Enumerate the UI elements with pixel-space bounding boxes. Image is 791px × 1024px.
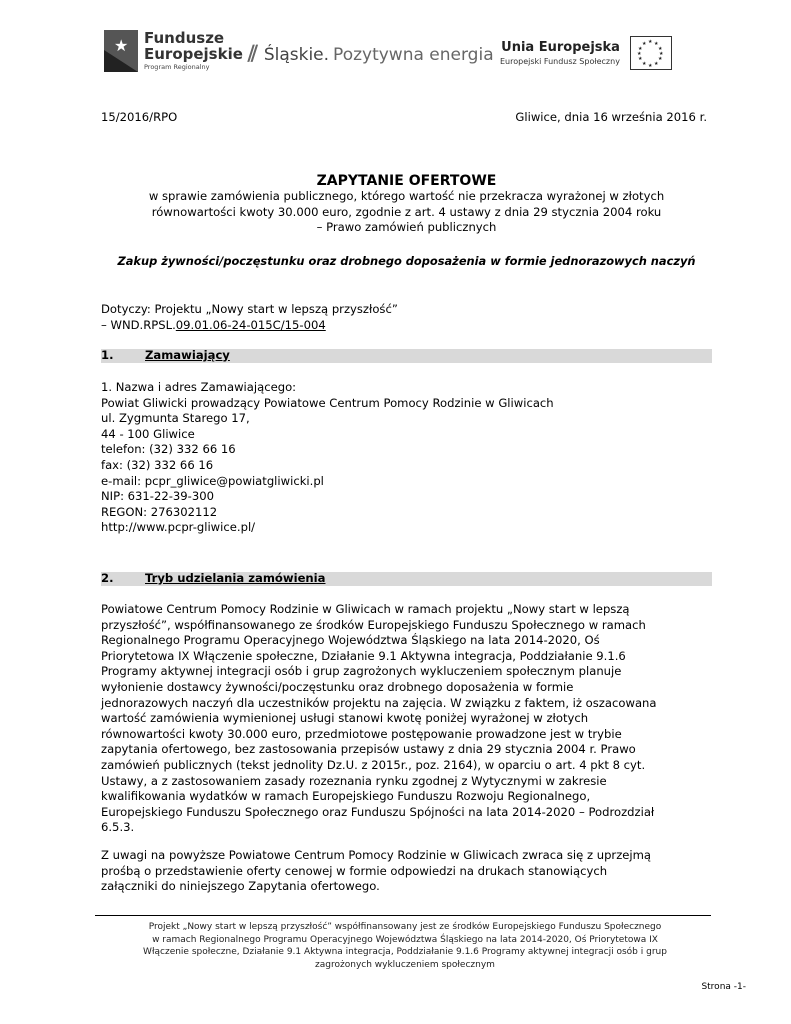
section-2-paragraph-1: [101, 602, 709, 836]
paragraph-line: Z uwagi na powyższe Powiatowe Centrum Pomocy Rodzinie w Gliwicach zwraca się z uprzejmą: [101, 848, 652, 862]
paragraph-line: Programy aktywnej integracji osób i grup zagrożonych wykluczeniem społecznym planuje: [101, 664, 622, 679]
project-code: 09.01.06-24-015C/15-004: [175, 317, 326, 332]
section-2-header: [101, 572, 712, 586]
section-2-title: Tryb udzielania zamówienia: [145, 571, 326, 585]
paragraph-line: zapytania ofertowego, bez zastosowania przepisów ustawy z dnia 29 stycznia 2004 r. Prawo: [101, 742, 636, 757]
paragraph-line: Regionalnego Programu Operacyjnego Województwa Śląskiego na lata 2014-2020, Oś: [101, 633, 600, 648]
subtitle-line: w sprawie zamówienia publicznego, którego wartość nie przekracza wyrażonej w złotych: [148, 189, 665, 203]
footer-divider: [95, 915, 711, 916]
paragraph-line: załączniki do niniejszego Zapytania ofertowego.: [101, 879, 380, 894]
concerns-block: [101, 302, 398, 333]
document-subtitle: [101, 189, 712, 236]
concerns-prefix: – WND.RPSL.: [101, 317, 176, 332]
footer-line: zagrożonych wykluczeniem społecznym: [315, 959, 495, 970]
section-1-title: Zamawiający: [145, 348, 230, 362]
paragraph-line: Ustawy, a z zastosowaniem zasady rozeznania rynku zgodnej z Wytycznymi w zakresie: [101, 773, 607, 788]
contact-line: NIP: 631-22-39-300: [101, 489, 214, 504]
paragraph-line: zamówień publicznych (tekst jednolity Dz.U. z 2015r., poz. 2164), w oparciu o art. 4 pkt 8 cyt.: [101, 757, 646, 772]
eu-logo-line2: Europejski Fundusz Społeczny: [500, 57, 620, 66]
eu-logo: [500, 36, 672, 70]
paragraph-line: równowartości kwoty 30.000 euro, przedmiotowe postępowanie prowadzone jest w trybie: [101, 726, 622, 741]
slaskie-slogan: Pozytywna energia: [333, 44, 494, 65]
paragraph-line: Priorytetowa IX Włączenie społeczne, Działanie 9.1 Aktywna integracja, Poddziałanie 9.1.6: [101, 648, 626, 663]
contact-line: telefon: (32) 332 66 16: [101, 442, 236, 457]
contact-line: Powiat Gliwicki prowadzący Powiatowe Centrum Pomocy Rodzinie w Gliwicach: [101, 395, 554, 410]
paragraph-line: wartość zamówienia wymienionej usługi stanowi kwotę poniżej wyrażonej w złotych: [101, 711, 589, 726]
footer-line: Włączenie społeczne, Działanie 9.1 Aktywna integracja, Poddziałanie 9.1.6 Programy aktywnej integracji osób i grup: [143, 947, 667, 958]
paragraph-line: kwalifikowania wydatków w ramach Europejskiego Funduszu Rozwoju Regionalnego,: [101, 789, 591, 804]
paragraph-line: prośbą o przedstawienie oferty cenowej w formie odpowiedzi na drukach stanowiących: [101, 863, 608, 878]
contact-line: ul. Zygmunta Starego 17,: [101, 411, 250, 426]
fe-logo-line2: Europejskie: [144, 45, 243, 63]
page-number: Strona -1-: [701, 982, 746, 992]
email-link[interactable]: e-mail: pcpr_gliwice@powiatgliwicki.pl: [101, 473, 324, 488]
concerns-line1: Dotyczy: Projektu „Nowy start w lepszą przyszłość”: [101, 302, 398, 316]
contact-line: REGON: 276302112: [101, 504, 218, 519]
slaskie-name: Śląskie.: [263, 44, 330, 65]
subtitle-line: równowartości kwoty 30.000 euro, zgodnie z art. 4 ustawy z dnia 29 stycznia 2004 roku: [151, 204, 662, 219]
fe-flag-icon: ★: [104, 30, 138, 72]
paragraph-line: jednorazowych naczyń dla uczestników projektu na zajęcia. W związku z faktem, iż oszacowana: [101, 695, 657, 710]
subtitle-line: – Prawo zamówień publicznych: [316, 220, 497, 235]
slaskie-logo: [248, 42, 494, 67]
section-2-paragraph-2: [101, 848, 709, 895]
eu-flag-icon: ★ ★ ★ ★ ★ ★ ★ ★ ★ ★ ★ ★: [630, 36, 672, 70]
paragraph-line: 6.5.3.: [101, 820, 135, 835]
place-date: Gliwice, dnia 16 września 2016 r.: [515, 110, 707, 124]
order-subject: Zakup żywności/poczęstunku oraz drobnego doposażenia w formie jednorazowych naczyń: [117, 254, 696, 268]
contact-line: 44 - 100 Gliwice: [101, 426, 195, 441]
footer-line: w ramach Regionalnego Programu Operacyjnego Województwa Śląskiego na lata 2014-2020, Oś Priorytetowa IX: [152, 934, 658, 945]
section-2-number: 2.: [101, 571, 114, 585]
footer-line: Projekt „Nowy start w lepszą przyszłość” współfinansowany jest ze środków Europejskiego Funduszu Społecznego: [148, 922, 662, 932]
paragraph-line: przyszłość”, współfinansowanego ze środków Europejskiego Funduszu Społecznego w ramach: [101, 617, 646, 632]
eu-logo-line1: Unia Europejska: [501, 40, 620, 55]
contact-line: fax: (32) 332 66 16: [101, 457, 214, 472]
footer-text: [60, 921, 750, 971]
contact-line: 1. Nazwa i adres Zamawiającego:: [101, 380, 297, 394]
fe-logo-line1: Fundusze: [144, 29, 225, 47]
paragraph-line: wyłonienie dostawcy żywności/poczęstunku oraz drobnego doposażenia w formie: [101, 679, 574, 694]
reference-number: 15/2016/RPO: [101, 110, 178, 124]
section-1-header: [101, 349, 712, 363]
section-1-content: [101, 380, 554, 536]
document-title: ZAPYTANIE OFERTOWE: [316, 173, 497, 189]
section-1-number: 1.: [101, 348, 114, 362]
slaskie-mark-icon: ⫽: [248, 42, 258, 67]
website-link[interactable]: http://www.pcpr-gliwice.pl/: [101, 520, 256, 535]
paragraph-line: Europejskiego Funduszu Społecznego oraz Funduszu Spójności na lata 2014-2020 – Podrozdział: [101, 804, 655, 819]
fundusze-europejskie-logo: [104, 30, 243, 72]
fe-logo-line3: Program Regionalny: [144, 63, 210, 71]
paragraph-line: Powiatowe Centrum Pomocy Rodzinie w Gliwicach w ramach projektu „Nowy start w lepszą: [101, 602, 630, 616]
